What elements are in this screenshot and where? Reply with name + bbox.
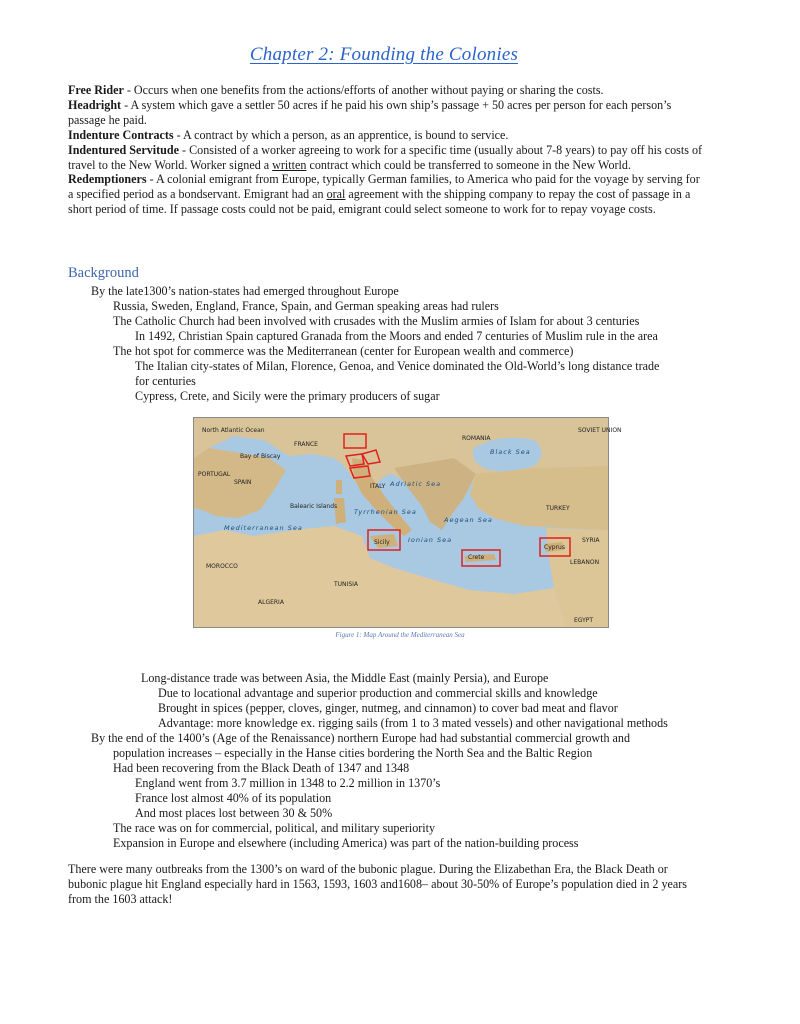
map-label: Black Sea <box>490 448 531 456</box>
map-label: ITALY <box>370 483 386 490</box>
definition-text: agreement with the shipping company to repay the cost of passage in a short period of time. If passage costs could not be paid, emigrant could select someone to work for to repay voyage costs. <box>68 187 691 217</box>
outline-item: By the late1300’s nation-states had emerged throughout Europe <box>91 284 399 298</box>
definition-free-rider <box>68 83 708 98</box>
closing-paragraph <box>68 862 708 907</box>
definitions-list <box>68 83 708 217</box>
outline-item: The race was on for commercial, political, and military superiority <box>113 821 436 835</box>
map-label: SOVIET UNION <box>578 427 622 434</box>
term: Redemptioners <box>68 172 147 187</box>
outline-item: for centuries <box>135 374 196 388</box>
map-label: TUNISIA <box>334 581 358 588</box>
definition-text: - Consisted of a worker agreeing to work for a specific time (usually about 7-8 years) to pay off his costs of travel to the New World. Worker signed a <box>68 142 703 172</box>
map-label: SYRIA <box>582 537 600 544</box>
outline-item: population increases – especially in the Hanse cities bordering the North Sea and the Baltic Region <box>113 746 593 760</box>
underlined-word: written <box>272 157 307 172</box>
outline-item: The hot spot for commerce was the Mediterranean (center for European wealth and commerce) <box>113 344 574 358</box>
underlined-word: oral <box>326 187 346 202</box>
map-label: ROMANIA <box>462 435 491 442</box>
map-label: TURKEY <box>546 505 570 512</box>
definition-text: - A colonial emigrant from Europe, typically German families, to America who paid for the voyage by serving for a specified period as a bondservant. Emigrant had an <box>68 172 700 202</box>
definition-text: - Occurs when one benefits from the actions/efforts of another without paying or sharing the costs. <box>123 83 604 97</box>
term: Indentured Servitude <box>68 142 179 157</box>
map-label: North Atlantic Ocean <box>202 427 265 434</box>
corsica-island <box>336 480 342 494</box>
map-label: Cyprus <box>544 544 565 551</box>
outline-item: Cypress, Crete, and Sicily were the primary producers of sugar <box>135 389 440 403</box>
map-label: Crete <box>468 554 485 561</box>
map-label: Aegean Sea <box>444 516 493 524</box>
outline-item: Long-distance trade was between Asia, the Middle East (mainly Persia), and Europe <box>141 671 549 685</box>
mediterranean-map <box>193 417 622 628</box>
outline-item: Brought in spices (pepper, cloves, ginger, nutmeg, and cinnamon) to cover bad meat and flavor <box>158 701 618 715</box>
map-caption: Figure 1: Map Around the Mediterranean Sea <box>335 631 465 639</box>
outline-item: Due to locational advantage and superior production and commercial skills and knowledge <box>158 686 598 700</box>
map-label: Sicily <box>374 539 390 546</box>
sardinia-island <box>334 498 346 524</box>
outline-item: England went from 3.7 million in 1348 to 2.2 million in 1370’s <box>135 776 441 790</box>
definition-indentured-servitude <box>68 143 708 173</box>
outline-item: Advantage: more knowledge ex. rigging sails (from 1 to 3 mated vessels) and other navigational methods <box>158 716 668 730</box>
map-label: Adriatic Sea <box>390 480 442 488</box>
definition-redemptioners <box>68 172 708 217</box>
outline-item: France lost almost 40% of its population <box>135 791 332 805</box>
definition-text: - A contract by which a person, as an apprentice, is bound to service. <box>173 127 509 142</box>
definition-text: contract which could be transferred to someone in the New World. <box>306 157 631 172</box>
map-label: Bay of Biscay <box>240 453 281 460</box>
term: Indenture Contracts <box>68 127 174 142</box>
map-label: LEBANON <box>570 559 600 566</box>
map-label: PORTUGAL <box>198 471 231 478</box>
outline-item: Russia, Sweden, England, France, Spain, and German speaking areas had rulers <box>113 299 499 313</box>
outline-item: Had been recovering from the Black Death of 1347 and 1348 <box>113 761 410 775</box>
outline-item: Expansion in Europe and elsewhere (including America) was part of the nation-building process <box>113 836 579 850</box>
definition-indenture-contracts <box>68 128 708 143</box>
map-label: MOROCCO <box>206 563 238 570</box>
map-label: EGYPT <box>574 617 594 624</box>
map-label: ALGERIA <box>258 599 284 606</box>
term: Free Rider <box>68 83 124 97</box>
page-title: Chapter 2: Founding the Colonies <box>249 44 519 65</box>
definition-headright <box>68 98 708 128</box>
map-graphic <box>194 418 622 627</box>
outline-item: In 1492, Christian Spain captured Granada from the Moors and ended 7 centuries of Muslim rule in the area <box>135 329 658 343</box>
outline-item: And most places lost between 30 & 50% <box>135 806 333 820</box>
map-label: SPAIN <box>234 479 252 486</box>
definition-text: - A system which gave a settler 50 acres if he paid his own ship’s passage + 50 acres per person for each person’s passage he paid. <box>68 97 672 127</box>
closing-text: There were many outbreaks from the 1300’s on ward of the bubonic plague. During the Elizabethan Era, the Black Death or bubonic plague hit England especially hard in 1563, 1593, 1603 and1608– about 30-50% of Europe’s population died in 2 years from the 1603 attack! <box>68 862 688 906</box>
outline-item: By the end of the 1400’s (Age of the Renaissance) northern Europe had had substantial commercial growth and <box>91 731 631 745</box>
outline-item: The Catholic Church had been involved with crusades with the Muslim armies of Islam for about 3 centuries <box>113 314 640 328</box>
term: Headright <box>68 97 122 112</box>
map-label: Mediterranean Sea <box>224 524 303 532</box>
map-label: FRANCE <box>294 441 318 448</box>
outline-item: The Italian city-states of Milan, Florence, Genoa, and Venice dominated the Old-World’s long distance trade <box>135 359 660 373</box>
map-label: Tyrrhenian Sea <box>354 508 417 516</box>
map-label: Ionian Sea <box>408 536 453 544</box>
map-label: Balearic Islands <box>290 503 338 510</box>
background-heading: Background <box>68 265 139 281</box>
